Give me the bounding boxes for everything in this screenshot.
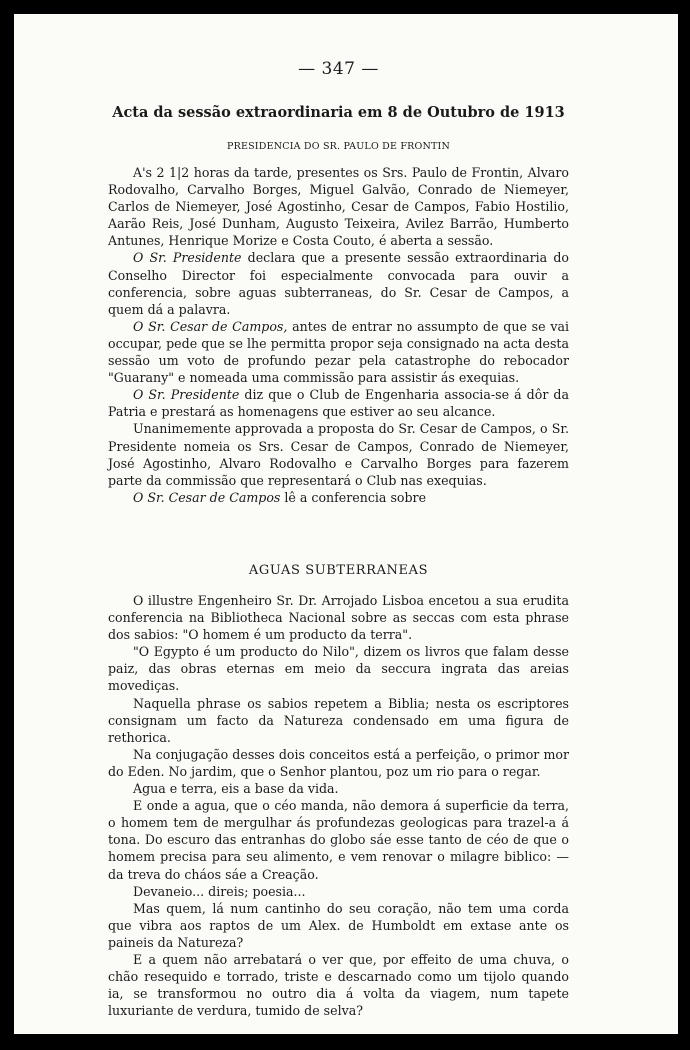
lecture-paragraph: O illustre Engenheiro Sr. Dr. Arrojado Lisboa encetou a sua erudita conferencia na Bibliotheca Nacional sobre as seccas com esta phrase dos sabios: "O homem é um producto da terra".: [108, 593, 569, 643]
lecture-paragraph: Naquella phrase os sabios repetem a Biblia; nesta os escriptores consignam um facto da Natureza condensado em uma figura de rethorica.: [108, 695, 569, 745]
lecture-paragraph: "O Egypto é um producto do Nilo", dizem os livros que falam desse paiz, das obras eternas em meio da seccura ingrata das areias movediças.: [108, 644, 569, 694]
lecture-paragraph: Mas quem, lá num cantinho do seu coração, não tem uma corda que vibra aos raptos de um Alex. de Humboldt em extase ante os paineis da Natureza?: [108, 900, 569, 950]
minutes-paragraph: A's 2 1|2 horas da tarde, presentes os Srs. Paulo de Frontin, Alvaro Rodovalho, Carvalho Borges, Miguel Galvão, Conrado de Niemeyer, Carlos de Niemeyer, José Agostinho, Cesar de Campos, Fabio Hostilio, Aarão Reis, José Dunham, Augusto Teixeira, Avilez Barrão, Humberto Antunes, Henrique Morize e Costa Couto, é aberta a sessão.: [108, 165, 569, 249]
presidency-line: PRESIDENCIA DO SR. PAULO DE FRONTIN: [227, 141, 450, 152]
minutes-paragraph: [108, 249, 569, 317]
minutes-text: lê a conferencia sobre: [280, 489, 427, 505]
speaker-name: O Sr. Cesar de Campos: [133, 489, 281, 505]
minutes-text: declara que a presente sessão extraordinaria do Conselho Director foi especialmente convocada para ouvir a conferencia, sobre aguas subterraneas, do Sr. Cesar de Campos, a quem dá a palavra.: [108, 250, 569, 317]
speaker-name: O Sr. Presidente: [133, 250, 242, 266]
lecture-paragraph: E a quem não arrebatará o ver que, por effeito de uma chuva, o chão resequido e torrado, triste e descarnado como um tijolo quando ia, se transformou no outro dia á volta da viagem, num tapete luxuriante de verdura, tumido de selva?: [108, 951, 569, 1019]
speaker-name: O Sr. Cesar de Campos,: [133, 318, 288, 334]
document-page: [14, 14, 678, 1034]
section-heading: AGUAS SUBTERRANEAS: [248, 563, 429, 578]
lecture-text: [108, 592, 569, 1019]
speaker-name: O Sr. Presidente: [133, 387, 240, 403]
minutes-text: diz que o Club de Engenharia associa-se á dôr da Patria e prestará as homenagens que estiver ao seu alcance.: [108, 387, 569, 420]
lecture-paragraph: Na conjugação desses dois conceitos está a perfeição, o primor mor do Eden. No jardim, que o Senhor plantou, poz um rio para o regar.: [108, 746, 569, 779]
minutes-text: antes de entrar no assumpto de que se vai occupar, pede que se lhe permitta propor seja consignado na acta desta sessão um voto de profundo pezar pela catastrophe do rebocador "Guarany" e nomeada uma commissão para assistir ás exequias.: [108, 318, 570, 386]
lecture-paragraph: E onde a agua, que o céo manda, não demora á superficie da terra, o homem tem de mergulhar ás profundezas geologicas para trazel-a á tona. Do escuro das entranhas do globo sáe esse tanto de céo de que o homem precisa para seu alimento, e vem renovar o milagre biblico: — da treva do cháos sáe a Creação.: [108, 798, 569, 882]
minutes-paragraph: [108, 489, 569, 506]
lecture-paragraph: Devaneio... direis; poesia...: [133, 883, 306, 899]
session-minutes: [108, 164, 569, 506]
document-title: Acta da sessão extraordinaria em 8 de Outubro de 1913: [112, 104, 565, 121]
minutes-paragraph: [108, 318, 569, 386]
minutes-paragraph: Unanimemente approvada a proposta do Sr. Cesar de Campos, o Sr. Presidente nomeia os Srs. Cesar de Campos, Conrado de Niemeyer, José Agostinho, Alvaro Rodovalho e Carvalho Borges para fazerem parte da commissão que representará o Club nas exequias.: [108, 421, 569, 488]
minutes-paragraph: [108, 386, 569, 420]
page-number: — 347 —: [298, 59, 379, 79]
lecture-paragraph: Agua e terra, eis a base da vida.: [133, 781, 339, 797]
